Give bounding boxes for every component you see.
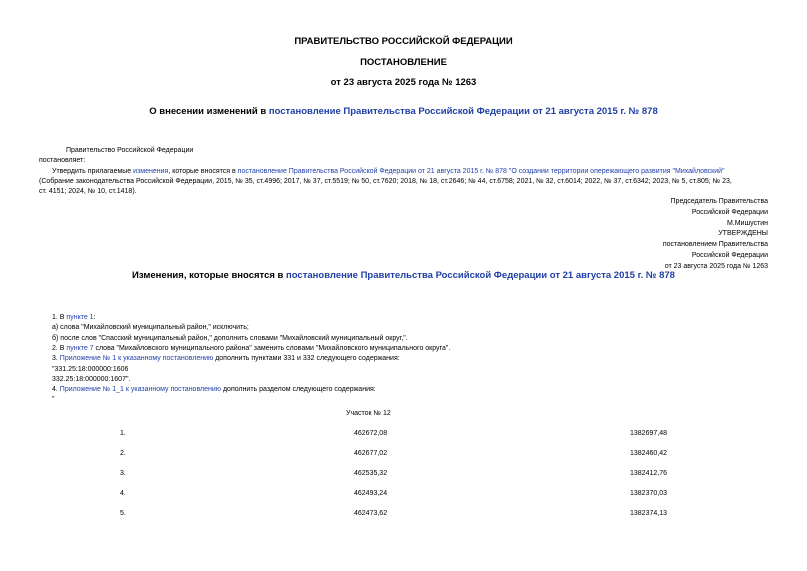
item3-link-appendix[interactable]: Приложение № 1 — [59, 355, 117, 362]
row-number: 1. — [120, 430, 126, 437]
approved-line3: Российской Федерации — [691, 251, 768, 259]
item4-text-c: дополнить разделом следующего содержания: — [221, 386, 376, 393]
res-text-a: Утвердить прилагаемые — [52, 168, 134, 175]
title-prefix: О внесении изменений в — [149, 106, 269, 117]
signature-block — [663, 197, 768, 273]
item3-link-decree[interactable]: к указанному постановлению — [118, 355, 214, 362]
item3-text-c: дополнить пунктами 331 и 332 следующего содержания: — [213, 355, 400, 362]
preamble-line2: постановляет: — [39, 157, 86, 164]
approved-line2: постановлением Правительства — [662, 241, 768, 249]
title-link[interactable]: постановление Правительства Российской Федерации от 21 августа 2015 г. № 878 — [268, 106, 658, 117]
res-link-decree[interactable]: постановление Правительства Российской Федерации от 21 августа 2015 г. № 878 "О создании территории опережающего развития "Михайловский" — [237, 168, 725, 175]
resolution-line2: (Собрание законодательства Российской Федерации, 2015, № 35, ст.4996; 2017, № 37, ст.5519; № 50, ст.7620; 2018, № 18, ст.2646; № 44, ст.6758; 2021, № 32, ст.6014; 2022, № 37, ст.6342; 2023, № 5, ст.805; № 23, — [39, 178, 732, 185]
resolution-line1 — [52, 167, 772, 177]
signature-line1: Председатель Правительства — [670, 198, 768, 205]
res-link-changes[interactable]: изменения — [133, 168, 169, 175]
item2-link[interactable]: пункте 7 — [66, 345, 94, 352]
changes-title-prefix: Изменения, которые вносятся в — [132, 270, 287, 281]
date-number: от 23 августа 2025 года № 1263 — [330, 77, 477, 88]
item3-quote1: "331.25:18:000000:1606 — [52, 366, 129, 373]
item1-text-a: 1. В — [52, 314, 67, 321]
res-text-b: , которые вносятся в — [168, 168, 238, 175]
resolution-line3: ст. 4151; 2024, № 10, ст.1418). — [39, 188, 137, 195]
signature-line3: М.Мишустин — [726, 219, 768, 227]
row-x: 462677,02 — [354, 450, 388, 457]
approved-line4: от 23 августа 2025 года № 1263 — [664, 262, 768, 270]
government-heading: ПРАВИТЕЛЬСТВО РОССИЙСКОЙ ФЕДЕРАЦИИ — [294, 36, 513, 47]
row-y: 1382412,76 — [630, 470, 667, 477]
row-number: 3. — [120, 470, 126, 477]
approved-line1: УТВЕРЖДЕНЫ — [718, 230, 768, 238]
signature-line2: Российской Федерации — [691, 208, 768, 216]
item4 — [52, 385, 376, 395]
item2-text-a: 2. В — [52, 345, 67, 352]
preamble-line1: Правительство Российской Федерации — [66, 147, 194, 154]
doc-type-heading: ПОСТАНОВЛЕНИЕ — [360, 57, 447, 68]
item1-text-b: : — [93, 314, 96, 321]
row-y: 1382374,13 — [630, 510, 667, 517]
changes-title — [0, 270, 807, 281]
item4-link-decree[interactable]: к указанному постановлению — [125, 386, 222, 393]
item2 — [52, 344, 450, 354]
document-title — [0, 106, 807, 117]
item1-link[interactable]: пункте 1 — [66, 314, 94, 321]
row-number: 5. — [120, 510, 126, 517]
item3-quote2: 332.25:18:000000:1607". — [52, 376, 131, 383]
item1 — [52, 313, 96, 323]
row-y: 1382370,03 — [630, 490, 667, 497]
row-number: 2. — [120, 450, 126, 457]
row-x: 462535,32 — [354, 470, 388, 477]
row-number: 4. — [120, 490, 126, 497]
item1a: а) слова "Михайловский муниципальный район," исключить; — [52, 324, 249, 331]
row-x: 462473,62 — [354, 510, 388, 517]
row-x: 462493,24 — [354, 490, 388, 497]
item3 — [52, 354, 400, 364]
row-x: 462672,08 — [354, 430, 388, 437]
table-caption: Участок № 12 — [346, 410, 391, 417]
item4-quote: " — [52, 396, 55, 403]
row-y: 1382697,48 — [630, 430, 667, 437]
row-y: 1382460,42 — [630, 450, 667, 457]
item4-text-a: 4. — [52, 386, 60, 393]
changes-title-link[interactable]: постановление Правительства Российской Федерации от 21 августа 2015 г. № 878 — [286, 270, 675, 281]
item2-text-b: слова "Михайловского муниципального района" заменить словами "Михайловского муниципального округа". — [93, 345, 451, 352]
item4-link-appendix[interactable]: Приложение № 1_1 — [59, 386, 124, 393]
item1b: б) после слов "Спасский муниципальный район," дополнить словами "Михайловский муниципальный округ,". — [52, 335, 408, 342]
item3-text-a: 3. — [52, 355, 60, 362]
